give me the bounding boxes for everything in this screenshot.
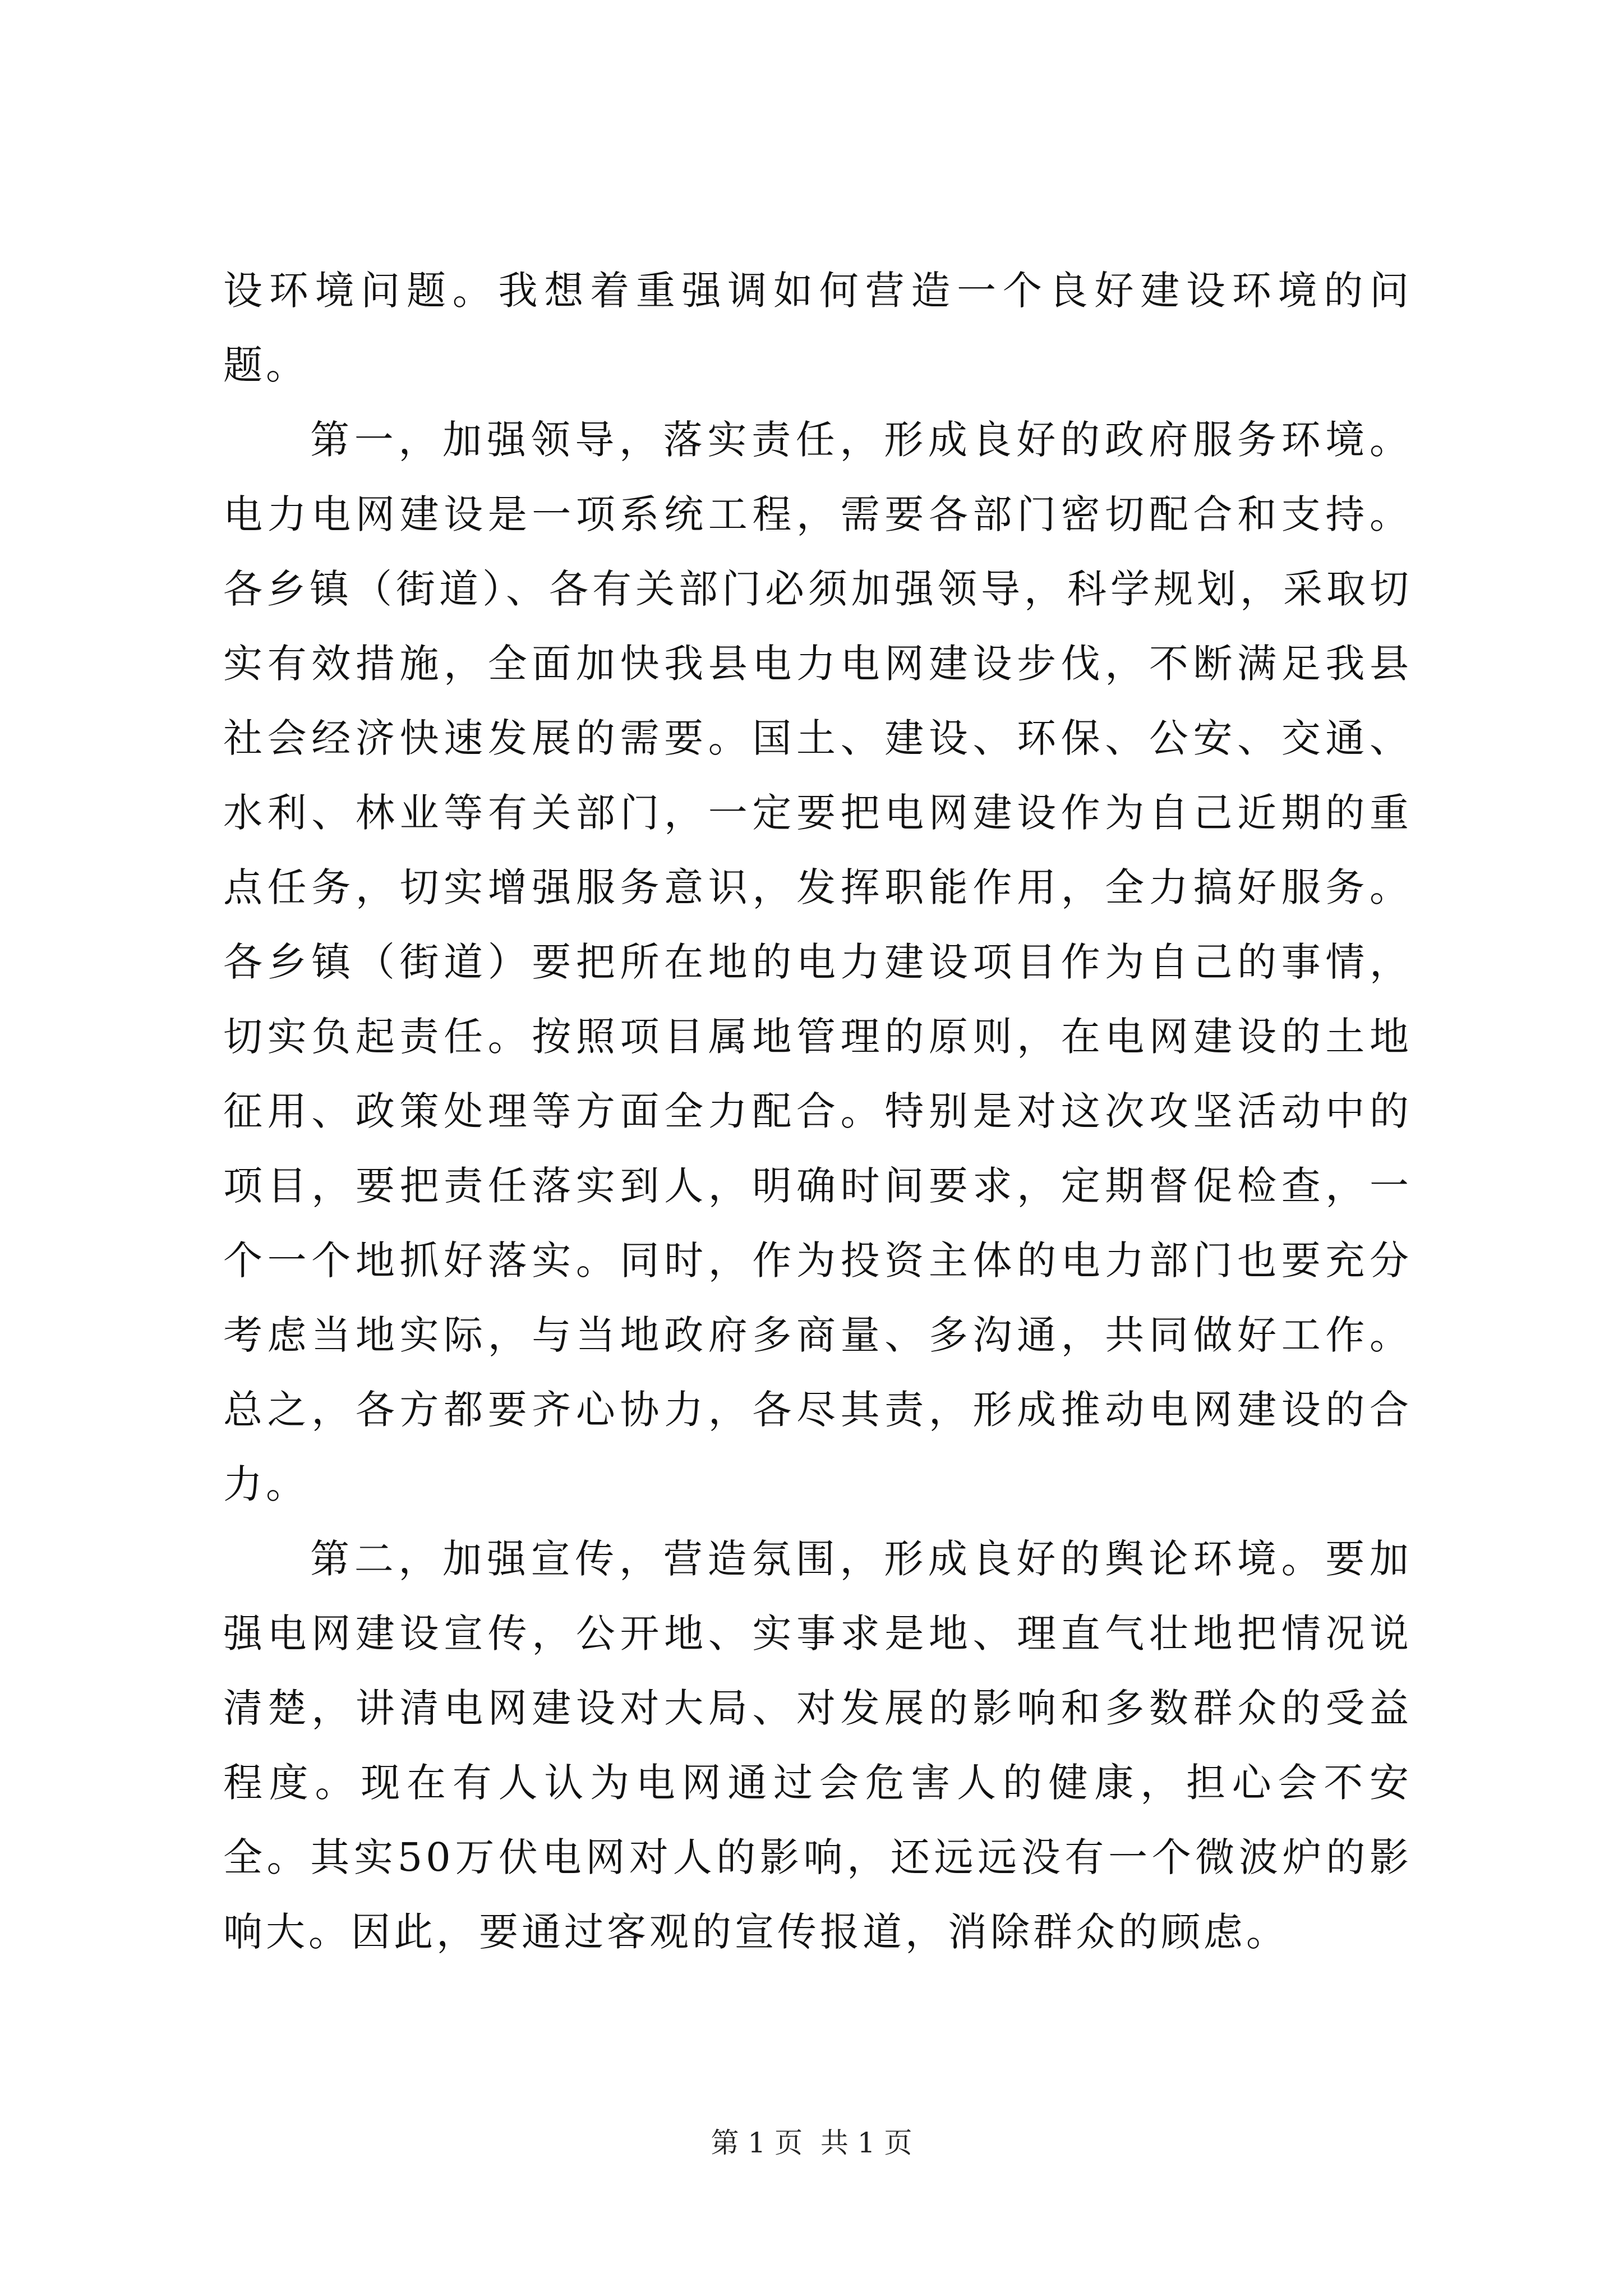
paragraph-first-point: 第一，加强领导，落实责任，形成良好的政府服务环境。电力电网建设是一项系统工程，需要各部门密切配合和支持。各乡镇（街道）、各有关部门必须加强领导，科学规划，采取切实有效措施，全面加快我县电力电网建设步伐，不断满足我县社会经济快速发展的需要。国土、建设、环保、公安、交通、水利、林业等有关部门，一定要把电网建设作为自己近期的重点任务，切实增强服务意识，发挥职能作用，全力搞好服务。各乡镇（街道）要把所在地的电力建设项目作为自己的事情，切实负起责任。按照项目属地管理的原则，在电网建设的土地征用、政策处理等方面全力配合。特别是对这次攻坚活动中的项目，要把责任落实到人，明确时间要求，定期督促检查，一个一个地抓好落实。同时，作为投资主体的电力部门也要充分考虑当地实际，与当地政府多商量、多沟通，共同做好工作。总之，各方都要齐心协力，各尽其责，形成推动电网建设的合力。 <box>223 417 1412 1507</box>
paragraph-second-point: 第二，加强宣传，营造氛围，形成良好的舆论环境。要加强电网建设宣传，公开地、实事求是地、理直气壮地把情况说清楚，讲清电网建设对大局、对发展的影响和多数群众的受益程度。现在有人认为电网通过会危害人的健康，担心会不安全。其实50万伏电网对人的影响，还远远没有一个微波炉的影响大。因此，要通过客观的宣传报道，消除群众的顾虑。 <box>223 1536 1412 1955</box>
paragraph-intro-continuation: 设环境问题。我想着重强调如何营造一个良好建设环境的问题。 <box>223 268 1412 388</box>
page-number-footer: 第 1 页 共 1 页 <box>711 2127 912 2159</box>
document-body <box>223 254 1412 1970</box>
